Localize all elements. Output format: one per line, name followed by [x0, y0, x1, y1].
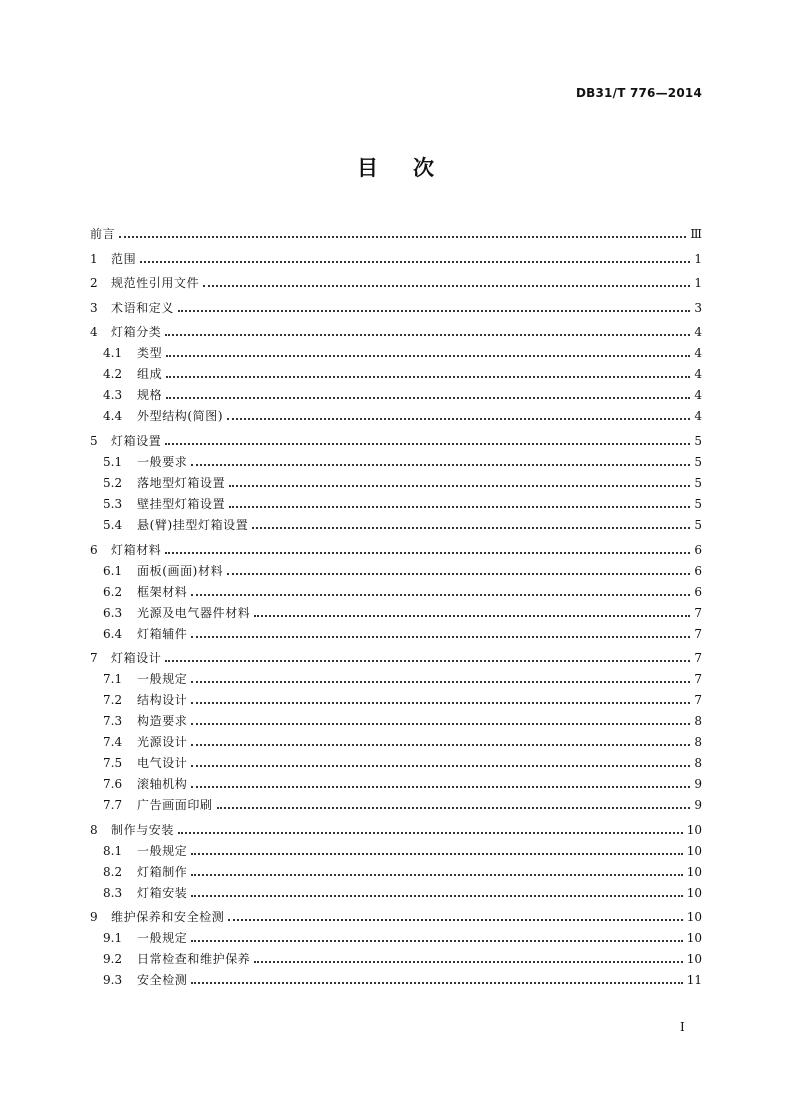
toc-entry-title: 维护保养和安全检测: [111, 910, 225, 925]
toc-leader-dots: [227, 418, 690, 420]
toc-leader-dots: [191, 723, 690, 725]
toc-entry-number: 5.2: [103, 475, 123, 490]
title-char-1: 目: [357, 156, 379, 180]
toc-leader-dots: [166, 376, 690, 378]
toc-leader-dots: [252, 527, 690, 529]
toc-entry[interactable]: [90, 816, 702, 837]
toc-entry-number: 6: [90, 542, 98, 557]
toc-entry-title: 框架材料: [137, 584, 188, 599]
toc-entry-title: 前言: [90, 227, 116, 241]
toc-entry-number: 9.1: [103, 931, 123, 946]
toc-entry[interactable]: [90, 557, 702, 578]
toc-entry-page: 4: [694, 325, 702, 340]
toc-entry[interactable]: [90, 791, 702, 812]
toc-entry-page: 1: [694, 276, 702, 291]
page-title: [0, 152, 792, 182]
toc-entry-number: 7: [90, 651, 98, 666]
toc-entry-number: 1: [90, 251, 98, 266]
toc-entry-title: 日常检查和维护保养: [137, 952, 251, 967]
toc-entry-title: 类型: [137, 346, 163, 361]
toc-entry-title: 灯箱设计: [111, 651, 162, 666]
toc-entry[interactable]: [90, 903, 702, 924]
toc-entry[interactable]: [90, 536, 702, 557]
toc-entry-title: 规范性引用文件: [111, 276, 200, 291]
toc-entry-number: 6.3: [103, 605, 123, 620]
toc-entry-number: 5: [90, 433, 98, 448]
toc-entry[interactable]: [90, 318, 702, 339]
toc-entry-title: 落地型灯箱设置: [137, 475, 226, 490]
toc-leader-dots: [140, 261, 690, 263]
toc-leader-dots: [228, 919, 682, 921]
toc-leader-dots: [203, 285, 690, 287]
toc-entry-number: 4.2: [103, 367, 123, 382]
toc-entry[interactable]: [90, 879, 702, 900]
toc-entry-page: 5: [694, 454, 702, 469]
toc-entry-number: 4.4: [103, 409, 123, 424]
toc-entry-page: 9: [694, 777, 702, 792]
toc-entry-title: 灯箱设置: [111, 433, 162, 448]
toc-entry-title: 外型结构(简图): [137, 409, 224, 424]
toc-entry-title: 灯箱分类: [111, 325, 162, 340]
toc-entry-number: 3: [90, 300, 98, 315]
toc-leader-dots: [254, 961, 682, 963]
toc-entry[interactable]: [90, 511, 702, 532]
toc-leader-dots: [165, 334, 690, 336]
toc-entry[interactable]: [90, 837, 702, 858]
toc-entry-number: 5.1: [103, 454, 123, 469]
standard-code: DB31/T 776—2014: [576, 86, 702, 100]
toc-leader-dots: [191, 982, 682, 984]
toc-entry-page: 8: [694, 735, 702, 750]
toc-entry-number: 6.1: [103, 563, 123, 578]
toc-leader-dots: [191, 464, 690, 466]
toc-entry[interactable]: [90, 427, 702, 448]
toc-leader-dots: [165, 660, 690, 662]
toc-entry-page: 4: [694, 388, 702, 403]
toc-leader-dots: [178, 310, 690, 312]
toc-leader-dots: [165, 443, 690, 445]
page-number: I: [680, 1020, 685, 1034]
toc-entry-page: 10: [686, 910, 702, 925]
toc-leader-dots: [119, 236, 686, 238]
toc-entry-page: 10: [686, 843, 702, 858]
toc-entry-title: 组成: [137, 367, 163, 382]
toc-entry[interactable]: [90, 707, 702, 728]
toc-entry-title: 广告画面印刷: [137, 798, 213, 813]
table-of-contents: [90, 220, 702, 987]
toc-entry-page: 6: [694, 542, 702, 557]
toc-entry[interactable]: [90, 945, 702, 966]
toc-entry-page: 7: [694, 626, 702, 641]
toc-entry[interactable]: [90, 686, 702, 707]
toc-entry[interactable]: [90, 294, 702, 315]
toc-entry-number: 7.4: [103, 735, 123, 750]
toc-leader-dots: [191, 853, 682, 855]
toc-entry-title: 规格: [137, 388, 163, 403]
toc-entry-number: 4.3: [103, 388, 123, 403]
toc-entry-number: 4: [90, 325, 98, 340]
toc-entry-page: 10: [686, 885, 702, 900]
toc-entry[interactable]: [90, 381, 702, 402]
toc-entry[interactable]: [90, 620, 702, 641]
toc-entry-page: 4: [694, 346, 702, 361]
toc-entry-page: 10: [686, 822, 702, 837]
toc-entry[interactable]: [90, 665, 702, 686]
toc-leader-dots: [178, 832, 683, 834]
toc-entry-page: 3: [694, 300, 702, 315]
toc-entry-number: 9.3: [103, 973, 123, 988]
toc-entry-number: 2: [90, 276, 98, 291]
toc-leader-dots: [166, 397, 690, 399]
toc-entry[interactable]: [90, 448, 702, 469]
toc-entry-page: 5: [694, 433, 702, 448]
toc-entry-page: 7: [694, 693, 702, 708]
toc-entry[interactable]: [90, 269, 702, 290]
toc-entry-page: 10: [686, 931, 702, 946]
toc-entry-number: 8.2: [103, 864, 123, 879]
toc-leader-dots: [191, 895, 682, 897]
toc-entry-page: 11: [686, 973, 702, 988]
toc-entry-title: 安全检测: [137, 973, 188, 988]
toc-entry-title: 结构设计: [137, 693, 188, 708]
toc-entry[interactable]: [90, 490, 702, 511]
toc-entry[interactable]: [90, 360, 702, 381]
toc-entry-title: 一般规定: [137, 672, 188, 687]
toc-leader-dots: [191, 702, 690, 704]
toc-entry-number: 7.3: [103, 714, 123, 729]
toc-entry[interactable]: [90, 749, 702, 770]
toc-entry-title: 灯箱材料: [111, 542, 162, 557]
toc-entry-page: 1: [694, 251, 702, 266]
toc-leader-dots: [227, 573, 690, 575]
toc-leader-dots: [191, 874, 682, 876]
toc-entry-page: 9: [694, 798, 702, 813]
toc-entry-number: 8.1: [103, 843, 123, 858]
toc-entry[interactable]: [90, 402, 702, 423]
toc-entry[interactable]: [90, 220, 702, 241]
toc-leader-dots: [229, 506, 690, 508]
toc-entry-title: 制作与安装: [111, 822, 175, 837]
toc-entry[interactable]: [90, 578, 702, 599]
toc-entry-page: 6: [694, 563, 702, 578]
toc-entry-title: 范围: [111, 251, 137, 266]
toc-entry-page: 7: [694, 605, 702, 620]
toc-entry-number: 7.7: [103, 798, 123, 813]
toc-entry-page: 7: [694, 651, 702, 666]
toc-entry-title: 灯箱制作: [137, 864, 188, 879]
toc-leader-dots: [191, 594, 690, 596]
toc-entry-number: 5.4: [103, 517, 123, 532]
toc-entry-title: 壁挂型灯箱设置: [137, 496, 226, 511]
toc-entry-number: 4.1: [103, 346, 123, 361]
toc-entry[interactable]: [90, 728, 702, 749]
toc-entry-number: 6.2: [103, 584, 123, 599]
toc-entry-page: 4: [694, 367, 702, 382]
toc-entry-title: 一般规定: [137, 931, 188, 946]
toc-entry-page: 8: [694, 714, 702, 729]
toc-entry-page: 5: [694, 517, 702, 532]
toc-leader-dots: [165, 552, 690, 554]
toc-entry[interactable]: [90, 599, 702, 620]
toc-entry-title: 悬(臂)挂型灯箱设置: [137, 517, 249, 532]
toc-entry-page: 5: [694, 475, 702, 490]
toc-entry-title: 构造要求: [137, 714, 188, 729]
title-char-2: 次: [413, 156, 435, 180]
toc-leader-dots: [191, 636, 690, 638]
toc-entry-number: 9.2: [103, 952, 123, 967]
toc-entry-page: Ⅲ: [690, 227, 702, 241]
toc-entry-number: 6.4: [103, 626, 123, 641]
toc-entry-number: 7.6: [103, 777, 123, 792]
toc-entry-title: 一般规定: [137, 843, 188, 858]
toc-entry-page: 5: [694, 496, 702, 511]
toc-entry[interactable]: [90, 644, 702, 665]
toc-entry[interactable]: [90, 339, 702, 360]
toc-entry-page: 10: [686, 864, 702, 879]
toc-entry[interactable]: [90, 924, 702, 945]
toc-entry-number: 7.5: [103, 756, 123, 771]
toc-entry-title: 滚轴机构: [137, 777, 188, 792]
toc-entry-title: 灯箱安装: [137, 885, 188, 900]
toc-entry-title: 光源及电气器件材料: [137, 605, 251, 620]
toc-leader-dots: [191, 786, 690, 788]
toc-entry-title: 电气设计: [137, 756, 188, 771]
toc-leader-dots: [254, 615, 690, 617]
toc-entry[interactable]: [90, 469, 702, 490]
toc-leader-dots: [191, 744, 690, 746]
toc-entry-page: 10: [686, 952, 702, 967]
toc-leader-dots: [166, 355, 690, 357]
toc-entry-page: 8: [694, 756, 702, 771]
toc-leader-dots: [191, 940, 682, 942]
toc-entry-page: 4: [694, 409, 702, 424]
toc-entry-number: 5.3: [103, 496, 123, 511]
toc-entry-title: 一般要求: [137, 454, 188, 469]
toc-leader-dots: [191, 765, 690, 767]
toc-entry-title: 面板(画面)材料: [137, 563, 224, 578]
toc-entry-title: 灯箱辅件: [137, 626, 188, 641]
toc-entry-page: 7: [694, 672, 702, 687]
toc-entry-number: 7.1: [103, 672, 123, 687]
toc-entry-number: 8: [90, 822, 98, 837]
toc-entry-title: 术语和定义: [111, 300, 175, 315]
toc-leader-dots: [191, 681, 690, 683]
toc-entry-number: 9: [90, 910, 98, 925]
toc-entry[interactable]: [90, 858, 702, 879]
toc-leader-dots: [217, 807, 690, 809]
toc-entry[interactable]: [90, 245, 702, 266]
toc-entry-page: 6: [694, 584, 702, 599]
toc-entry-number: 7.2: [103, 693, 123, 708]
toc-entry[interactable]: [90, 770, 702, 791]
toc-entry-number: 8.3: [103, 885, 123, 900]
toc-entry-title: 光源设计: [137, 735, 188, 750]
toc-leader-dots: [229, 485, 690, 487]
toc-entry[interactable]: [90, 966, 702, 987]
